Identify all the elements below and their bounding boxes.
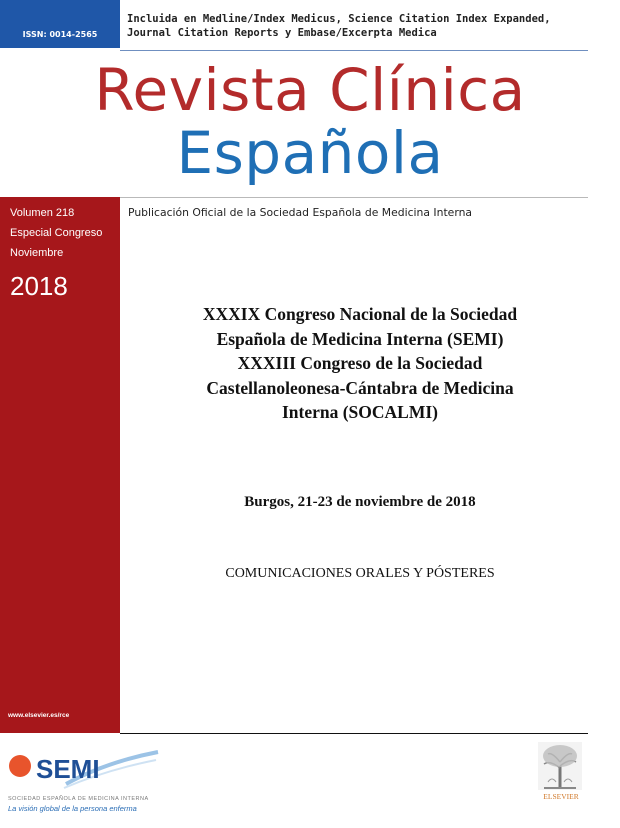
place-and-date: Burgos, 21-23 de noviembre de 2018: [244, 494, 476, 510]
special-issue-label: Especial Congreso: [10, 227, 103, 239]
journal-title-line-2: Española: [176, 119, 444, 187]
masthead-divider: [120, 197, 588, 198]
elsevier-tree-icon: [538, 742, 582, 790]
top-divider: [120, 50, 588, 51]
semi-logo: [6, 744, 166, 796]
volume-label: Volumen 218: [10, 207, 75, 219]
elsevier-wordmark: ELSEVIER: [543, 792, 579, 801]
indexing-statement: [127, 12, 607, 40]
issn-box: [0, 0, 120, 48]
congress-line: XXXIX Congreso Nacional de la Sociedad: [202, 304, 518, 324]
semi-logo-circle-icon: [9, 755, 31, 777]
semi-logo-text: SEMI: [36, 754, 100, 784]
congress-title: [130, 302, 590, 425]
indexing-line-2: Journal Citation Reports y Embase/Excerpta Medica: [127, 27, 437, 39]
congress-line: XXXIII Congreso de la Sociedad: [237, 353, 483, 373]
congress-line: Castellanoleonesa-Cántabra de Medicina: [206, 377, 514, 398]
congress-line: Española de Medicina Interna (SEMI): [216, 328, 504, 349]
semi-subtitle: SOCIEDAD ESPAÑOLA DE MEDICINA INTERNA: [8, 796, 149, 802]
footer-divider: [120, 733, 588, 734]
issn: ISSN: 0014-2565: [22, 30, 98, 39]
journal-title-line-1: Revista Clínica: [94, 56, 526, 124]
website-link[interactable]: www.elsevier.es/rce: [8, 712, 70, 719]
congress-line: Interna (SOCALMI): [281, 402, 439, 422]
year-label: 2018: [10, 271, 68, 301]
month-label: Noviembre: [10, 247, 64, 259]
semi-tagline: La visión global de la persona enferma: [8, 804, 137, 813]
section-title: COMUNICACIONES ORALES Y PÓSTERES: [225, 566, 495, 581]
indexing-line-1: Incluida en Medline/Index Medicus, Science Citation Index Expanded,: [127, 13, 551, 25]
official-publication-line: Publicación Oficial de la Sociedad Española de Medicina Interna: [128, 206, 473, 219]
